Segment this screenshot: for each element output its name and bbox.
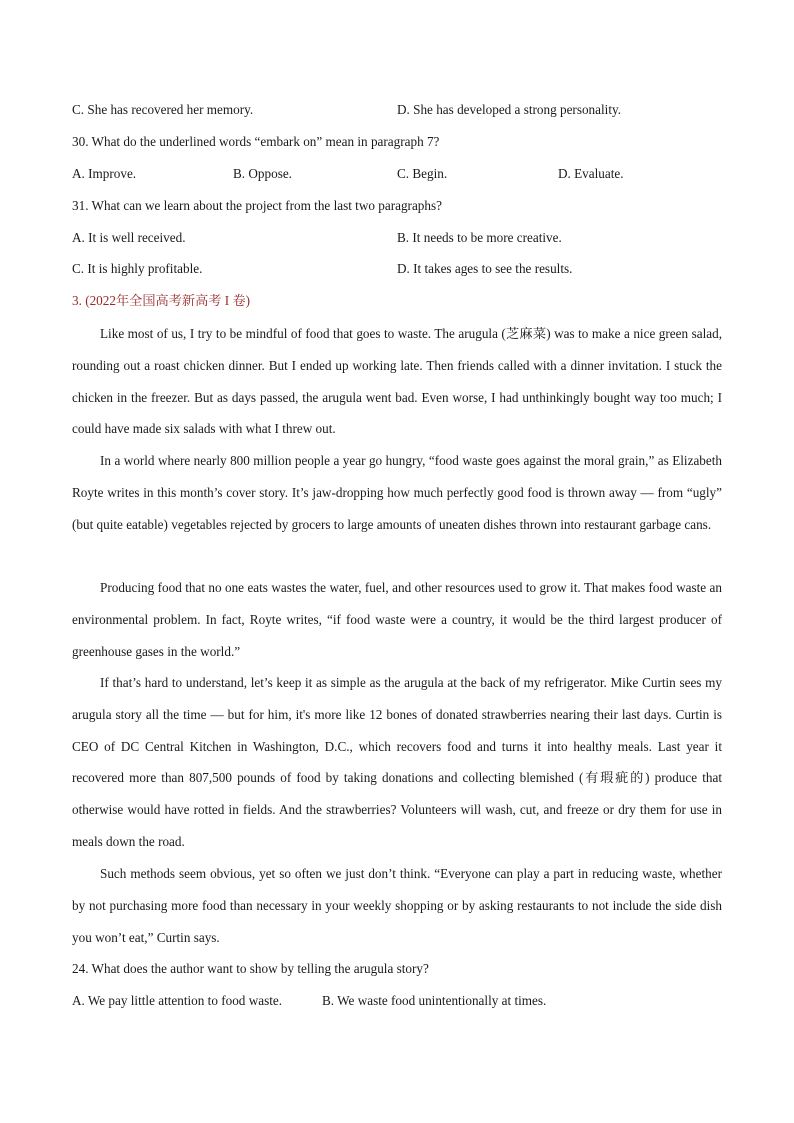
paragraph-text: Producing food that no one eats wastes the water, fuel, and other resources used to grow it. That makes food waste an environmental problem. In fact, Royte writes, “if food waste were a country, it would be the third largest producer of greenhouse gases in the world.” xyxy=(72,580,722,659)
passage-paragraph xyxy=(72,572,722,667)
q31-option-a: A. It is well received. xyxy=(72,230,186,245)
passage-paragraph xyxy=(72,858,722,953)
q24-option-a: A. We pay little attention to food waste. xyxy=(72,993,283,1008)
q30-option-a: A. Improve. xyxy=(72,166,137,181)
q29-option-c: C. She has recovered her memory. xyxy=(72,102,254,117)
q24-stem: 24. What does the author want to show by telling the arugula story? xyxy=(72,961,429,976)
q31-option-c: C. It is highly profitable. xyxy=(72,261,203,276)
q31-option-b: B. It needs to be more creative. xyxy=(397,230,562,245)
section-heading: 3. (2022年全国高考新高考 I 卷) xyxy=(72,293,251,308)
paragraph-text: If that’s hard to understand, let’s keep it as simple as the arugula at the back of my refrigerator. Mike Curtin sees my arugula story all the time — but for him, it's more like 12 bones of donated strawberries nearing their last days. Curtin is CEO of DC Central Kitchen in Washington, D.C., which recovers food and turns it into healthy meals. Last year it recovered more than 807,500 pounds of food by taking donations and collecting blemished (有瑕疵的) produce that otherwise would have rotted in fields. And the strawberries? Volunteers will wash, cut, and freeze or dry them for use in meals down the road. xyxy=(72,675,722,849)
q31-stem: 31. What can we learn about the project from the last two paragraphs? xyxy=(72,198,442,213)
q30-stem: 30. What do the underlined words “embark on” mean in paragraph 7? xyxy=(72,134,440,149)
q31-option-d: D. It takes ages to see the results. xyxy=(397,261,573,276)
q30-option-b: B. Oppose. xyxy=(233,166,292,181)
passage-paragraph xyxy=(72,445,722,540)
paragraph-text: In a world where nearly 800 million people a year go hungry, “food waste goes against the moral grain,” as Elizabeth Royte writes in this month’s cover story. It’s jaw-dropping how much perfectly good food is thrown away — from “ugly” (but quite eatable) vegetables rejected by grocers to large amounts of uneaten dishes thrown into restaurant garbage cans. xyxy=(72,453,722,532)
q30-option-d: D. Evaluate. xyxy=(558,166,624,181)
passage-paragraph xyxy=(72,667,722,858)
paragraph-text: Like most of us, I try to be mindful of food that goes to waste. The arugula (芝麻菜) was to make a nice green salad, rounding out a roast chicken dinner. But I ended up working late. Then friends called with a dinner invitation. I stuck the chicken in the freezer. But as days passed, the arugula went bad. Even worse, I had unthinkingly bought way too much; I could have made six salads with what I threw out. xyxy=(72,326,722,437)
q24-option-b: B. We waste food unintentionally at times. xyxy=(322,993,547,1008)
passage-paragraph xyxy=(72,318,722,445)
paragraph-text: Such methods seem obvious, yet so often we just don’t think. “Everyone can play a part in reducing waste, whether by not purchasing more food than necessary in your weekly shopping or by asking restaurants to not include the side dish you won’t eat,” Curtin says. xyxy=(72,866,722,945)
q30-option-c: C. Begin. xyxy=(397,166,448,181)
q29-option-d: D. She has developed a strong personality. xyxy=(397,102,622,117)
